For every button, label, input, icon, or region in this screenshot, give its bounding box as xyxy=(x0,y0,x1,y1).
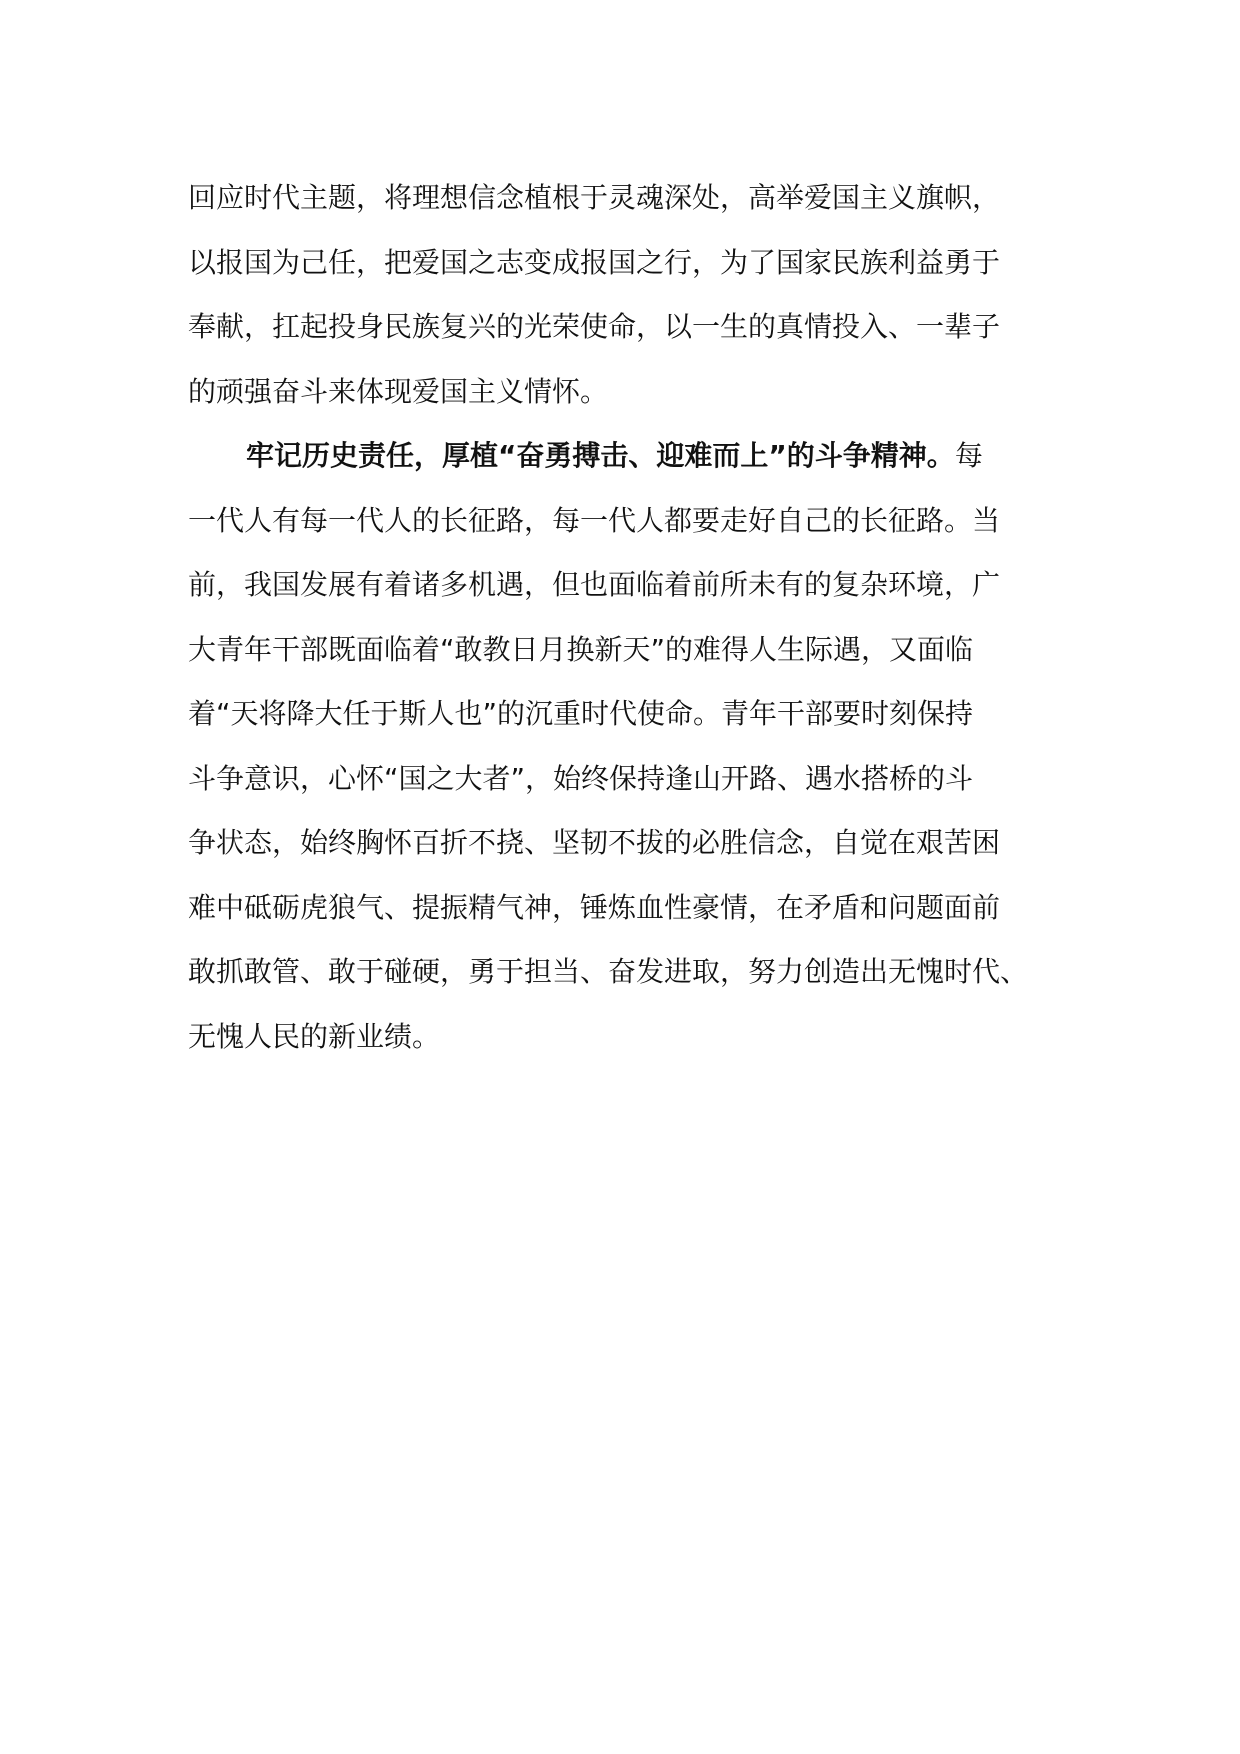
paragraph-line: 的顽强奋斗来体现爱国主义情怀。 xyxy=(188,374,609,408)
paragraph-line: 敢抓敢管、敢于碰硬，勇于担当、奋发进取，努力创造出无愧时代、 xyxy=(188,955,1029,988)
paragraph-line: 无愧人民的新业绩。 xyxy=(188,1019,441,1053)
paragraph-line: 大青年干部既面临着“敢教日月换新天”的难得人生际遇，又面临 xyxy=(188,632,974,666)
paragraph-line: 回应时代主题，将理想信念植根于灵魂深处，高举爱国主义旗帜， xyxy=(188,181,1001,214)
paragraph-line: 难中砥砺虎狼气、提振精气神，锤炼血性豪情，在矛盾和问题面前 xyxy=(188,890,1001,924)
document-body xyxy=(188,166,1074,1069)
paragraph-line: 一代人有每一代人的长征路，每一代人都要走好自己的长征路。当 xyxy=(188,503,1001,537)
paragraph-line: 以报国为己任，把爱国之志变成报国之行，为了国家民族利益勇于 xyxy=(188,245,1001,279)
first-line-rest: 每 xyxy=(954,439,983,472)
paragraph-line: 奉献，扛起投身民族复兴的光荣使命，以一生的真情投入、一辈子 xyxy=(188,310,1001,343)
paragraph-struggle-spirit xyxy=(188,424,1074,1069)
section-heading: 牢记历史责任，厚植“奋勇搏击、迎难而上”的斗争精神。 xyxy=(246,439,955,472)
paragraph-patriotism xyxy=(188,166,1074,424)
paragraph-line: 斗争意识，心怀“国之大者”，始终保持逢山开路、遇水搭桥的斗 xyxy=(188,761,974,795)
paragraph-first-line xyxy=(188,424,1074,489)
paragraph-line: 着“天将降大任于斯人也”的沉重时代使命。青年干部要时刻保持 xyxy=(188,697,974,730)
paragraph-line: 争状态，始终胸怀百折不挠、坚韧不拔的必胜信念，自觉在艰苦困 xyxy=(188,826,1001,859)
paragraph-line: 前，我国发展有着诸多机遇，但也面临着前所未有的复杂环境，广 xyxy=(188,568,1001,601)
